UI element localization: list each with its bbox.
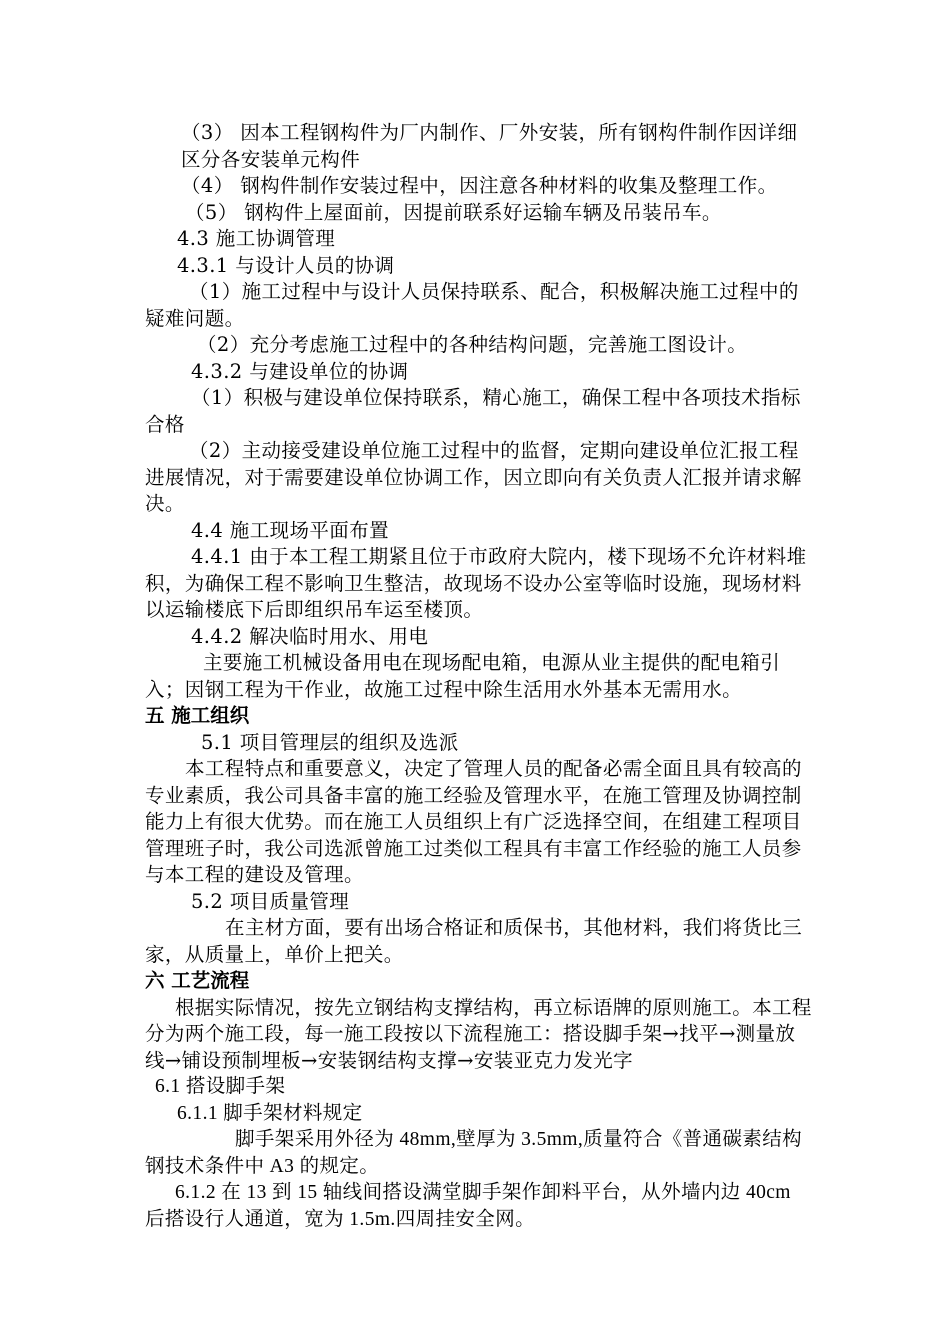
section-heading: 6.1 搭设脚手架 [155, 1076, 286, 1097]
document-body [145, 120, 815, 1233]
chapter-heading: 六 工艺流程 [145, 969, 250, 992]
paragraph: （3） 因本工程钢构件为厂内制作、厂外安装，所有钢构件制作因详细区分各安装单元构件 [181, 121, 798, 171]
paragraph: 4.4.1 由于本工程工期紧且位于市政府大院内，楼下现场不允许材料堆积，为确保工程不影响卫生整洁，故现场不设办公室等临时设施，现场材料以运输楼底下后即组织吊车运至楼顶。 [145, 545, 807, 621]
paragraph: （1）积极与建设单位保持联系，精心施工，确保工程中各项技术指标合格 [145, 386, 801, 436]
chapter-heading: 五 施工组织 [145, 704, 250, 727]
section-heading: 5.1 项目管理层的组织及选派 [201, 730, 459, 754]
subsection-heading: 6.1.1 脚手架材料规定 [177, 1102, 363, 1124]
paragraph: （1）施工过程中与设计人员保持联系、配合，积极解决施工过程中的疑难问题。 [145, 280, 799, 330]
paragraph: （2）充分考虑施工过程中的各种结构问题，完善施工图设计。 [197, 333, 748, 356]
paragraph: （2）主动接受建设单位施工过程中的监督，定期向建设单位汇报工程进展情况，对于需要建设单位协调工作，因立即向有关负责人汇报并请求解决。 [145, 439, 802, 515]
subsection-heading: 4.3.2 与建设单位的协调 [191, 359, 409, 383]
section-heading: 4.3 施工协调管理 [177, 227, 336, 250]
paragraph: 在主材方面，要有出场合格证和质保书，其他材料，我们将货比三家，从质量上，单价上把关。 [145, 916, 803, 966]
subsection-heading: 4.3.1 与设计人员的协调 [177, 253, 395, 277]
subsection-heading: 4.4.2 解决临时用水、用电 [191, 624, 429, 648]
section-heading: 4.4 施工现场平面布置 [191, 518, 390, 542]
paragraph: 本工程特点和重要意义，决定了管理人员的配备必需全面且具有较高的专业素质，我公司具备丰富的施工经验及管理水平，在施工管理及协调控制能力上有很大优势。而在施工人员组织上有广泛选择空间，在组建工程项目管理班子时，我公司选派曾施工过类似工程具有丰富工作经验的施工人员参与本工程的建设及管理。 [145, 757, 802, 886]
section-heading: 5.2 项目质量管理 [191, 889, 350, 913]
paragraph: （5） 钢构件上屋面前，因提前联系好运输车辆及吊装吊车。 [185, 200, 722, 224]
paragraph: 根据实际情况，按先立钢结构支撑结构，再立标语牌的原则施工。本工程分为两个施工段，每一施工段按以下流程施工：搭设脚手架→找平→测量放线→铺设预制埋板→安装钢结构支撑→安装亚克力发光字 [145, 995, 812, 1072]
paragraph: 主要施工机械设备用电在现场配电箱，电源从业主提供的配电箱引入；因钢工程为干作业，故施工过程中除生活用水外基本无需用水。 [145, 651, 781, 701]
paragraph: （4） 钢构件制作安装过程中，因注意各种材料的收集及整理工作。 [181, 174, 778, 197]
paragraph: 6.1.2 在 13 到 15 轴线间搭设满堂脚手架作卸料平台，从外墙内边 40cm 后搭设行人通道，宽为 1.5m.四周挂安全网。 [145, 1182, 791, 1230]
paragraph: 脚手架采用外径为 48mm,壁厚为 3.5mm,质量符合《普通碳素结构钢技术条件中 A3 的规定。 [145, 1129, 803, 1177]
